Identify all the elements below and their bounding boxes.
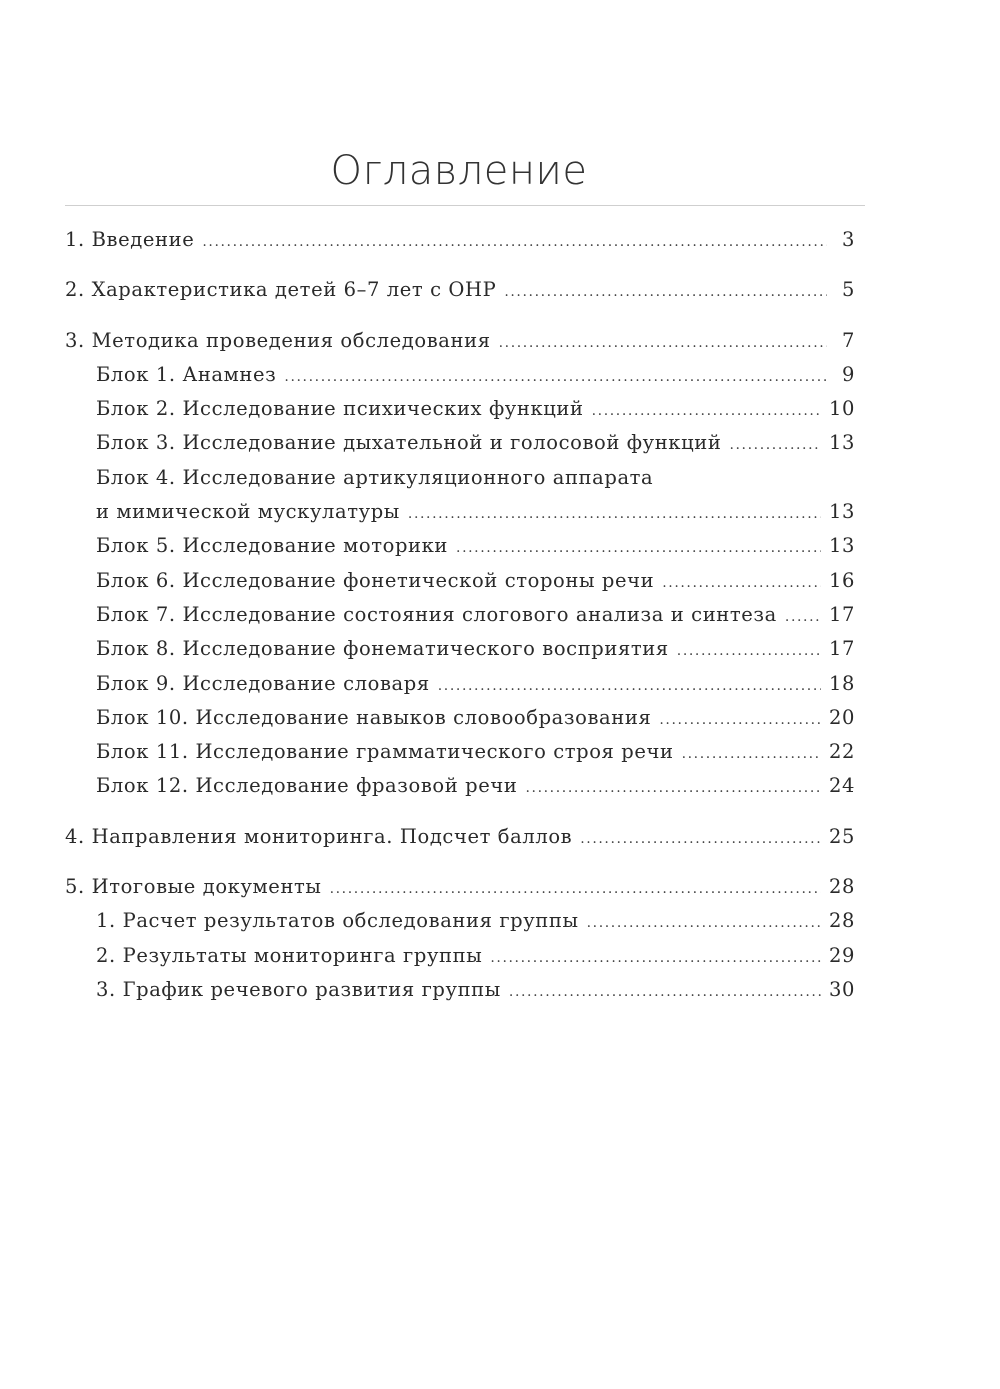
toc-entry-title: 1. Введение xyxy=(65,228,195,251)
toc-entry-block-6[interactable] xyxy=(65,569,855,603)
toc-page-number: 20 xyxy=(828,705,855,729)
toc-page-number: 7 xyxy=(841,328,855,352)
toc-entry-group-monitoring-results[interactable] xyxy=(65,944,855,978)
toc-leader-dots xyxy=(504,284,827,300)
toc-entry-title: Блок 1. Анамнез xyxy=(96,362,277,386)
toc-entry-block-4-line-1[interactable] xyxy=(65,466,855,500)
toc-page-number: 9 xyxy=(841,362,855,386)
toc-page-number: 17 xyxy=(828,637,855,661)
toc-entry-characteristics[interactable] xyxy=(65,278,855,312)
toc-page-number: 17 xyxy=(828,602,855,626)
toc-leader-dots xyxy=(509,984,821,1000)
table-of-contents xyxy=(65,228,855,1012)
toc-entry-title: Блок 6. Исследование фонетической стороны речи xyxy=(96,568,655,592)
toc-page-number: 5 xyxy=(841,278,855,302)
toc-entry-title: Блок 10. Исследование навыков словообразования xyxy=(96,705,652,729)
toc-page-number: 22 xyxy=(828,740,855,764)
toc-entry-block-8[interactable] xyxy=(65,637,855,671)
toc-page-number: 10 xyxy=(828,397,855,421)
toc-entry-title: 5. Итоговые документы xyxy=(65,875,322,899)
toc-leader-dots xyxy=(202,234,827,250)
toc-entry-introduction[interactable] xyxy=(65,228,855,262)
toc-leader-dots xyxy=(587,915,821,931)
toc-leader-dots xyxy=(662,575,821,591)
toc-leader-dots xyxy=(490,950,821,966)
toc-leader-dots xyxy=(785,609,821,625)
toc-page-number: 28 xyxy=(828,875,855,899)
toc-page-number: 24 xyxy=(828,774,855,798)
toc-leader-dots xyxy=(580,831,821,847)
toc-page-number: 16 xyxy=(828,568,855,592)
title-divider xyxy=(65,205,865,206)
toc-entry-title: 3. Методика проведения обследования xyxy=(65,328,491,352)
toc-entry-monitoring[interactable] xyxy=(65,825,855,859)
toc-entry-title: Блок 4. Исследование артикуляционного аппарата xyxy=(96,465,654,489)
toc-leader-dots xyxy=(677,643,821,659)
toc-leader-dots xyxy=(592,403,821,419)
toc-entry-block-9[interactable] xyxy=(65,672,855,706)
toc-page-number: 28 xyxy=(828,909,855,933)
toc-leader-dots xyxy=(682,746,821,762)
toc-entry-title: 2. Результаты мониторинга группы xyxy=(96,943,483,967)
toc-leader-dots xyxy=(729,437,821,453)
toc-entry-title: 4. Направления мониторинга. Подсчет баллов xyxy=(65,824,573,848)
toc-leader-dots xyxy=(499,335,827,351)
toc-entry-title: 2. Характеристика детей 6–7 лет с ОНР xyxy=(65,278,497,302)
toc-page-number: 13 xyxy=(828,534,855,558)
toc-entry-title: и мимической мускулатуры xyxy=(96,500,400,524)
toc-entry-block-11[interactable] xyxy=(65,740,855,774)
toc-entry-block-3[interactable] xyxy=(65,431,855,465)
toc-leader-dots xyxy=(525,780,821,796)
toc-page-number: 13 xyxy=(828,431,855,455)
toc-page-number: 25 xyxy=(828,824,855,848)
toc-entry-title: Блок 7. Исследование состояния слогового анализа и синтеза xyxy=(96,602,777,626)
toc-entry-title: 3. График речевого развития группы xyxy=(96,977,501,1001)
toc-page-number: 13 xyxy=(828,500,855,524)
toc-leader-dots xyxy=(330,881,821,897)
toc-leader-dots xyxy=(659,712,821,728)
toc-page-number: 29 xyxy=(828,943,855,967)
toc-entry-title: Блок 9. Исследование словаря xyxy=(96,671,430,695)
toc-entry-speech-development-chart[interactable] xyxy=(65,978,855,1012)
toc-entry-methodology[interactable] xyxy=(65,329,855,363)
toc-entry-block-4-line-2[interactable] xyxy=(65,500,855,534)
toc-entry-title: Блок 5. Исследование моторики xyxy=(96,534,449,558)
page-title: Оглавление xyxy=(330,148,588,194)
toc-leader-dots xyxy=(408,506,821,522)
toc-entry-block-7[interactable] xyxy=(65,603,855,637)
toc-page-number: 18 xyxy=(828,671,855,695)
toc-entry-title: Блок 12. Исследование фразовой речи xyxy=(96,774,518,798)
toc-page-number: 30 xyxy=(828,977,855,1001)
toc-entry-title: Блок 11. Исследование грамматического строя речи xyxy=(96,740,674,764)
toc-leader-dots xyxy=(456,540,821,556)
toc-entry-title: 1. Расчет результатов обследования группы xyxy=(96,909,579,933)
toc-entry-group-results-calc[interactable] xyxy=(65,909,855,943)
toc-entry-title: Блок 2. Исследование психических функций xyxy=(96,397,584,421)
toc-page-number: 3 xyxy=(841,228,855,251)
toc-entry-block-12[interactable] xyxy=(65,774,855,808)
toc-entry-block-1[interactable] xyxy=(65,363,855,397)
toc-entry-block-10[interactable] xyxy=(65,706,855,740)
toc-entry-title: Блок 3. Исследование дыхательной и голосовой функций xyxy=(96,431,722,455)
toc-entry-title: Блок 8. Исследование фонематического восприятия xyxy=(96,637,669,661)
toc-leader-dots xyxy=(438,678,821,694)
toc-entry-final-documents[interactable] xyxy=(65,875,855,909)
toc-entry-block-5[interactable] xyxy=(65,534,855,568)
toc-leader-dots xyxy=(284,369,827,385)
toc-entry-block-2[interactable] xyxy=(65,397,855,431)
